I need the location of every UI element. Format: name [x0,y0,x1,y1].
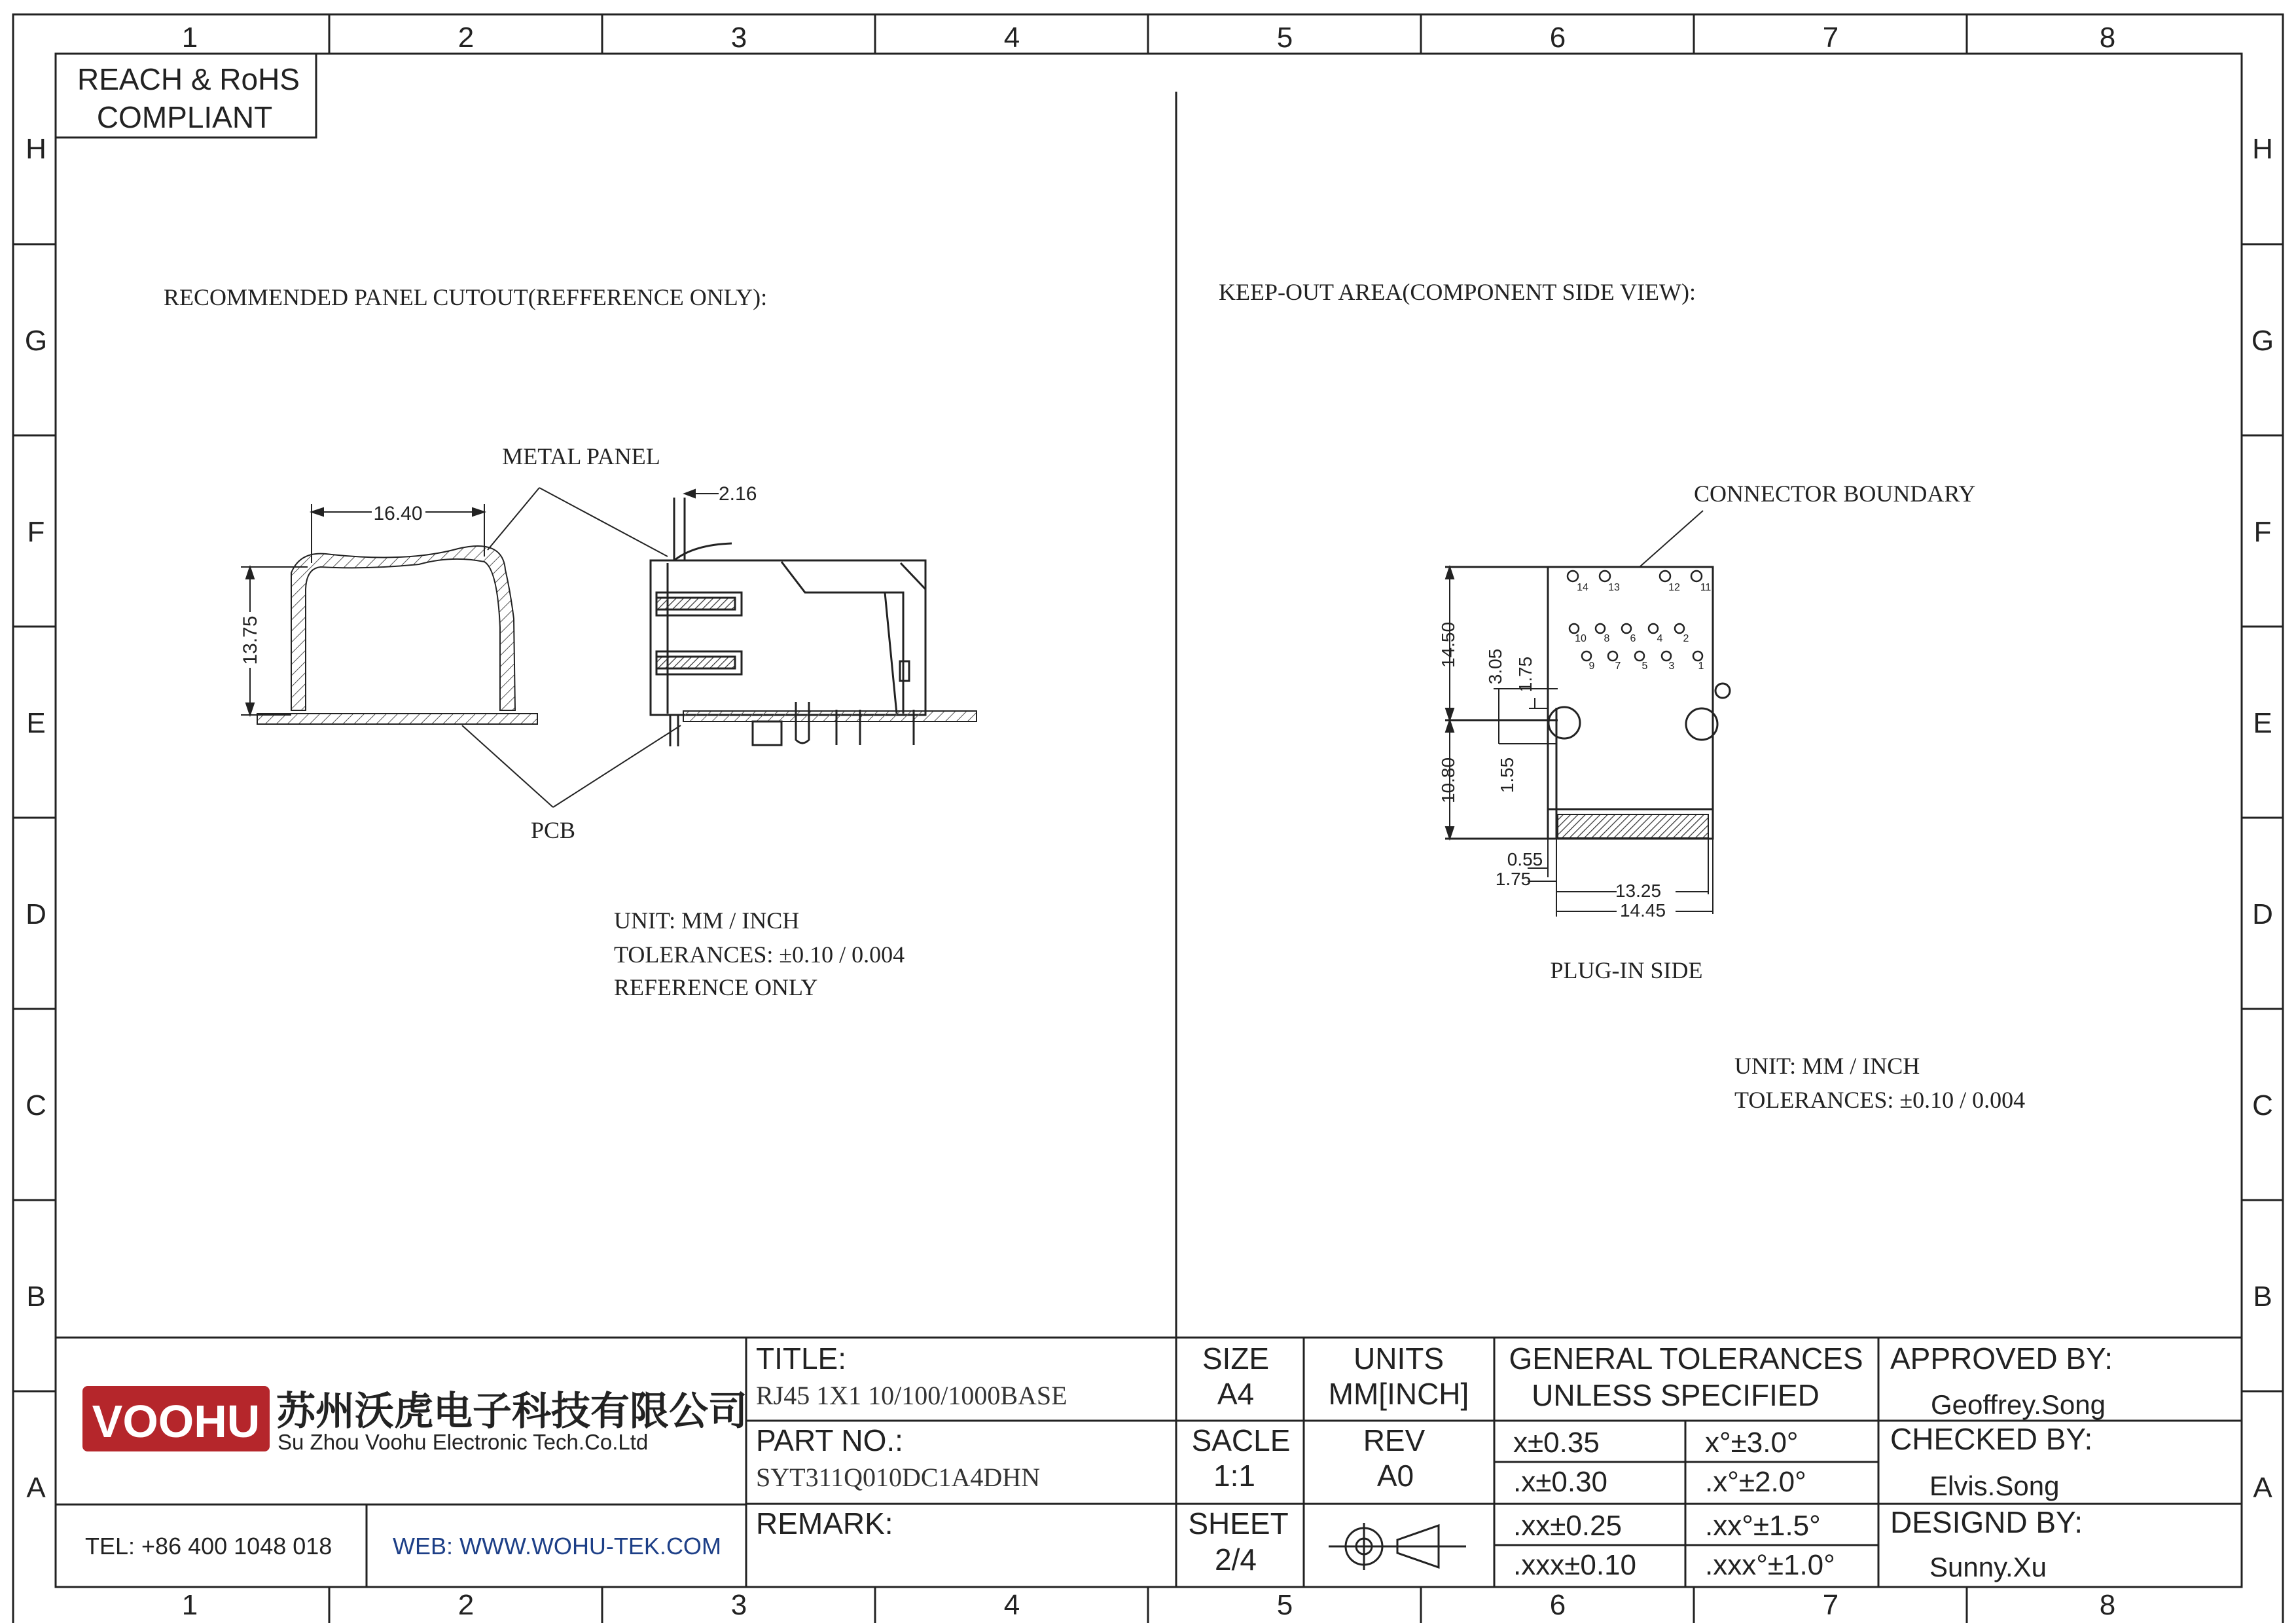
tolerance-header-1: GENERAL TOLERANCES [1509,1341,1863,1376]
row-label-left-c: C [26,1089,46,1122]
connector-boundary-leader [1640,511,1703,567]
col-label-top-8: 8 [2099,22,2116,54]
dim-label-2-16: 2.16 [719,483,757,505]
pcb-bar-right [683,711,977,721]
tolerance-angular-1: .x°±2.0° [1705,1466,1806,1498]
right-dimension-lines [1446,567,1713,917]
pin-label-1: 1 [1698,661,1704,672]
dim-label-14-45: 14.45 [1619,900,1666,921]
dim-label-14-50: 14.50 [1438,621,1458,668]
dim-label-1-75-h: 1.75 [1495,869,1532,889]
rj45-pins [670,702,914,746]
pin-label-11: 11 [1700,582,1712,593]
left-note-unit: UNIT: MM / INCH [614,907,800,934]
connector-boundary-label: CONNECTOR BOUNDARY [1694,481,1976,507]
col-label-bottom-3: 3 [730,1589,747,1621]
row-label-left-g: G [24,325,48,357]
col-label-bottom-8: 8 [2099,1589,2116,1621]
title-label: TITLE: [756,1341,847,1376]
pcb-leaders [462,725,681,807]
rj45-side-view [651,498,925,715]
right-note-unit: UNIT: MM / INCH [1734,1053,1920,1079]
tolerance-linear-1: .x±0.30 [1513,1466,1608,1498]
tolerance-angular-2: .xx°±1.5° [1705,1510,1821,1542]
pin-label-14: 14 [1577,582,1588,593]
company-name-en: Su Zhou Voohu Electronic Tech.Co.Ltd [278,1430,649,1454]
approved-by-value: Geoffrey.Song [1931,1389,2106,1420]
row-label-right-d: D [2252,898,2273,930]
dim-2-16 [685,490,719,498]
tolerance-header-2: UNLESS SPECIFIED [1532,1378,1820,1412]
dim-label-13-25: 13.25 [1615,881,1662,901]
tolerance-angular-3: .xxx°±1.0° [1705,1549,1835,1581]
tolerance-angular-0: x°±3.0° [1705,1427,1799,1459]
compliance-line1: REACH & RoHS [77,62,300,96]
pin-label-13: 13 [1608,582,1620,593]
col-label-bottom-7: 7 [1822,1589,1839,1621]
scale-label: SACLE [1191,1423,1291,1457]
pin-label-10: 10 [1575,633,1587,644]
dim-label-16-40: 16.40 [373,503,423,524]
row-label-left-a: A [26,1472,46,1504]
col-label-bottom-5: 5 [1276,1589,1293,1621]
row-label-right-g: G [2251,325,2274,357]
dim-label-1-75-v: 1.75 [1515,656,1535,693]
col-label-bottom-6: 6 [1549,1589,1566,1621]
col-label-top-5: 5 [1276,22,1293,54]
dim-label-1-55: 1.55 [1497,757,1517,793]
pin-label-4: 4 [1657,633,1663,644]
rev-value: A0 [1376,1459,1414,1493]
designed-by-label: DESIGND BY: [1890,1505,2083,1539]
contact-tel: TEL: +86 400 1048 018 [85,1533,332,1559]
pin-label-8: 8 [1604,633,1610,644]
row-label-right-c: C [2252,1089,2273,1122]
company-logo-text: VOOHU [92,1396,260,1447]
pin-label-9: 9 [1588,661,1595,672]
right-view-heading: KEEP-OUT AREA(COMPONENT SIDE VIEW): [1219,279,1696,305]
metal-panel-label: METAL PANEL [502,443,660,469]
designed-by-value: Sunny.Xu [1929,1552,2047,1582]
pin-label-6: 6 [1630,633,1636,644]
scale-value: 1:1 [1213,1459,1255,1493]
company-name-cn: 苏州沃虎电子科技有限公司 [276,1389,747,1433]
units-value: MM[INCH] [1328,1377,1469,1411]
row-label-left-d: D [26,898,46,930]
tolerance-linear-3: .xxx±0.10 [1513,1549,1637,1581]
col-label-top-3: 3 [730,22,747,54]
pin-label-7: 7 [1615,661,1621,672]
size-label: SIZE [1202,1341,1270,1376]
sheet-label: SHEET [1188,1506,1289,1541]
part-no-label: PART NO.: [756,1423,903,1457]
checked-by-label: CHECKED BY: [1890,1422,2093,1456]
contact-web: WEB: WWW.WOHU-TEK.COM [393,1533,721,1559]
row-label-left-e: E [26,707,46,739]
third-angle-projection-icon [1329,1523,1466,1570]
title-value: RJ45 1X1 10/100/1000BASE [756,1381,1067,1410]
dim-label-3-05: 3.05 [1485,648,1505,685]
checked-by-value: Elvis.Song [1929,1470,2060,1501]
row-label-right-b: B [2253,1281,2272,1313]
pin-label-3: 3 [1668,661,1675,672]
tolerance-linear-2: .xx±0.25 [1513,1510,1623,1542]
row-label-right-f: F [2253,516,2272,548]
row-label-left-h: H [26,133,46,165]
part-no-value: SYT311Q010DC1A4DHN [756,1463,1041,1492]
row-label-right-a: A [2253,1472,2272,1504]
panel-cutout-outline [291,546,515,710]
pin-label-12: 12 [1668,582,1680,593]
right-note-tolerances: TOLERANCES: ±0.10 / 0.004 [1734,1087,2026,1113]
tolerance-linear-0: x±0.35 [1513,1427,1600,1459]
pcb-bar-left [257,714,537,724]
connector-footprint [1445,567,1730,839]
units-label: UNITS [1354,1341,1444,1376]
row-label-left-f: F [27,516,45,548]
remark-label: REMARK: [756,1506,893,1541]
plug-in-side-label: PLUG-IN SIDE [1550,957,1703,983]
sheet-value: 2/4 [1215,1542,1257,1577]
pin-label-5: 5 [1641,661,1648,672]
col-label-top-7: 7 [1822,22,1839,54]
pin-label-2: 2 [1683,633,1689,644]
compliance-line2: COMPLIANT [96,100,273,134]
dim-label-0-55: 0.55 [1507,849,1543,869]
size-value: A4 [1217,1377,1255,1411]
row-label-left-b: B [26,1281,46,1313]
col-label-bottom-1: 1 [181,1589,198,1621]
dim-label-10-80: 10.80 [1438,757,1458,804]
col-label-bottom-4: 4 [1003,1589,1020,1621]
left-view-heading: RECOMMENDED PANEL CUTOUT(REFFERENCE ONLY): [164,284,768,310]
outer-frame [13,14,2283,1623]
left-note-tolerances: TOLERANCES: ±0.10 / 0.004 [614,941,905,968]
metal-panel-leaders [488,488,668,556]
dim-label-13-75: 13.75 [240,615,261,665]
col-label-top-6: 6 [1549,22,1566,54]
col-label-bottom-2: 2 [457,1589,475,1621]
plug-side-hatch [1558,814,1708,838]
approved-by-label: APPROVED BY: [1890,1341,2113,1376]
pcb-label: PCB [530,817,576,843]
rev-label: REV [1363,1423,1426,1457]
col-label-top-2: 2 [457,22,475,54]
row-label-right-h: H [2252,133,2273,165]
row-ticks [13,244,2283,1391]
row-label-right-e: E [2253,707,2272,739]
col-label-top-4: 4 [1003,22,1020,54]
col-label-top-1: 1 [181,22,198,54]
left-note-reference: REFERENCE ONLY [614,974,818,1000]
